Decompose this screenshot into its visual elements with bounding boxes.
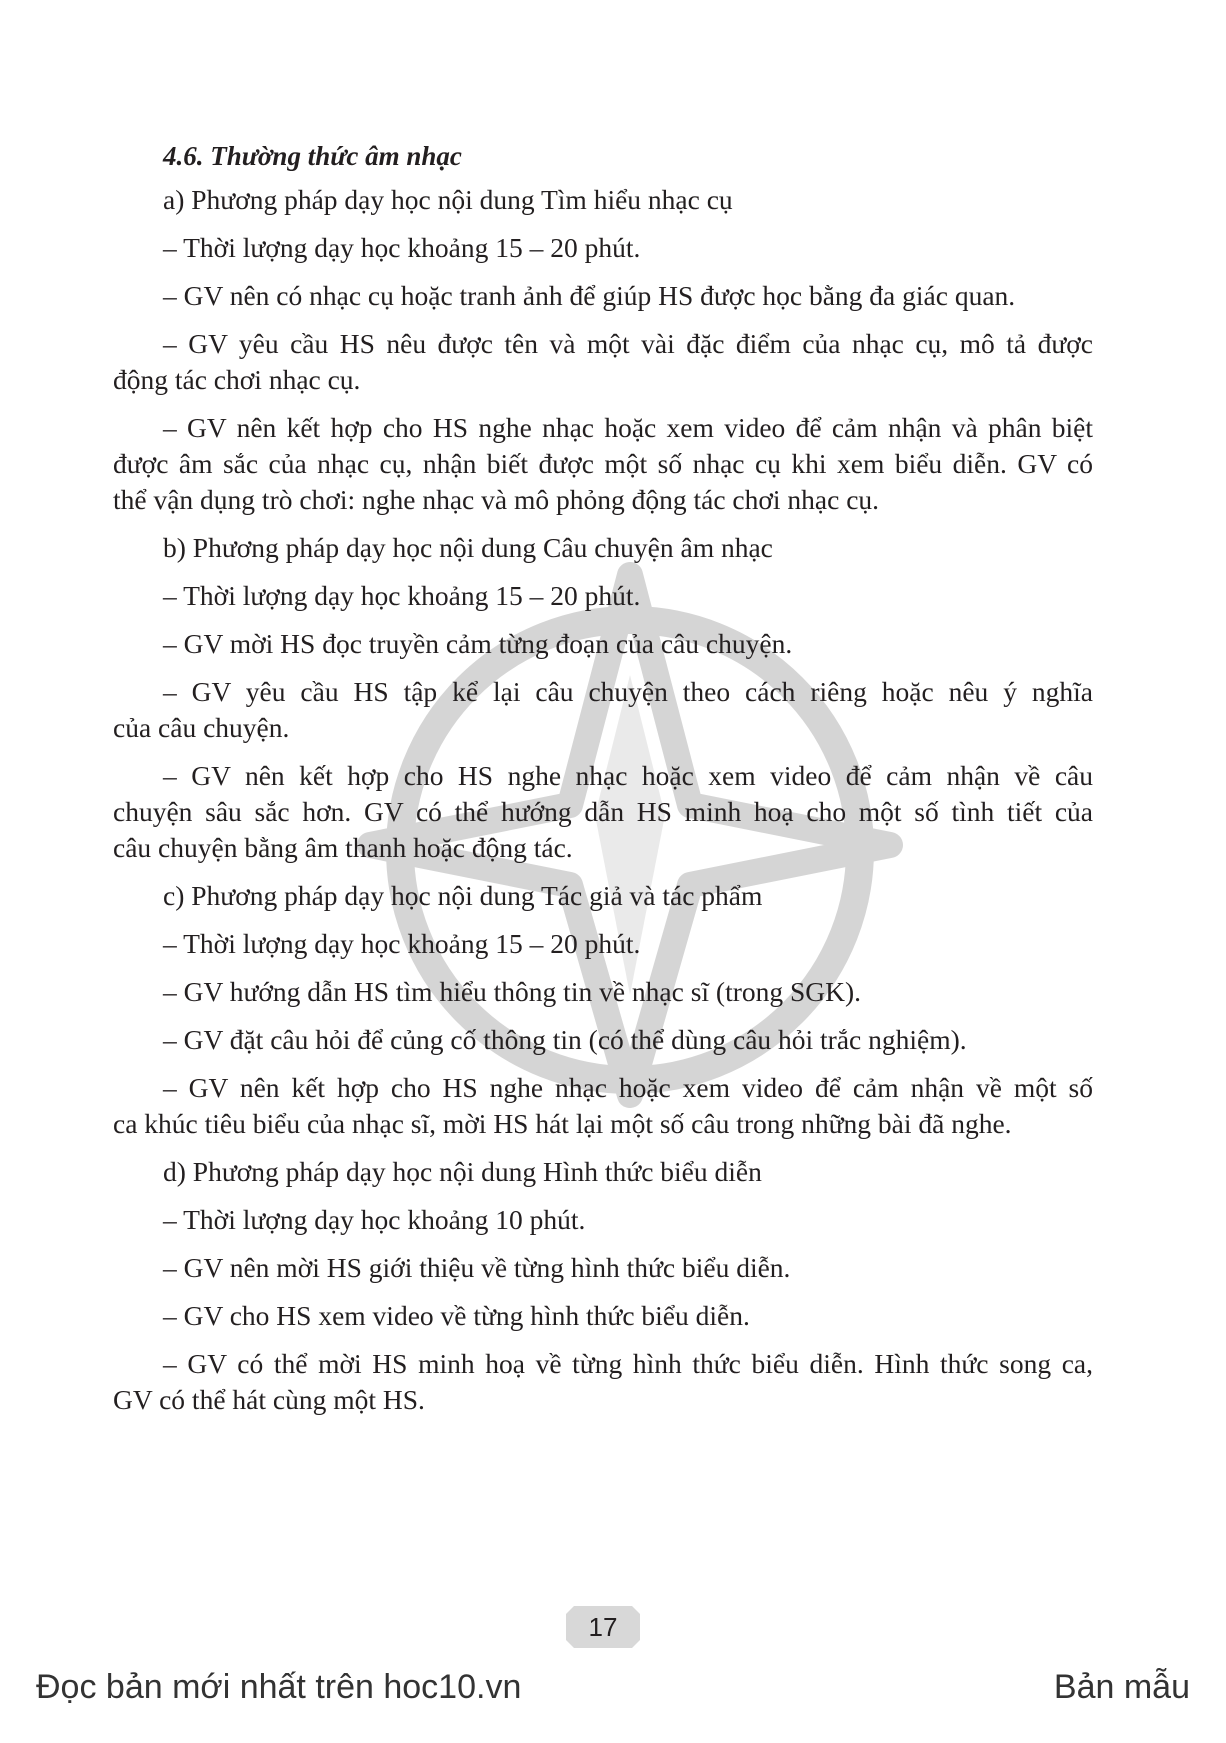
text-line: – Thời lượng dạy học khoảng 15 – 20 phút. [163,580,641,611]
text-line: – GV cho HS xem video về từng hình thức biểu diễn. [163,1300,750,1331]
text-line: – GV nên kết hợp cho HS nghe nhạc hoặc xem video để cảm nhận về một số [163,1072,1093,1103]
text-line: – Thời lượng dạy học khoảng 10 phút. [163,1204,586,1235]
text-line: – Thời lượng dạy học khoảng 15 – 20 phút. [163,928,641,959]
text-line: – GV yêu cầu HS nêu được tên và một vài đặc điểm của nhạc cụ, mô tả được [163,328,1093,359]
page-number: 17 [588,1612,618,1642]
text-line: thể vận dụng trò chơi: nghe nhạc và mô phỏng động tác chơi nhạc cụ. [113,484,880,515]
text-line: – GV nên mời HS giới thiệu về từng hình thức biểu diễn. [163,1252,791,1283]
text-line: câu chuyện bằng âm thanh hoặc động tác. [113,832,573,863]
footer-link-text: Đọc bản mới nhất trên hoc10.vn [36,1668,522,1706]
text-line: động tác chơi nhạc cụ. [113,364,361,395]
text-line: – GV nên kết hợp cho HS nghe nhạc hoặc xem video để cảm nhận và phân biệt [163,412,1093,443]
subsection-title: d) Phương pháp dạy học nội dung Hình thức biểu diễn [163,1156,762,1187]
text-line: – GV nên kết hợp cho HS nghe nhạc hoặc xem video để cảm nhận về câu [163,760,1093,791]
subsection-title: b) Phương pháp dạy học nội dung Câu chuyện âm nhạc [163,532,773,563]
text-line: – Thời lượng dạy học khoảng 15 – 20 phút. [163,232,641,263]
text-line: – GV có thể mời HS minh hoạ về từng hình thức biểu diễn. Hình thức song ca, [163,1348,1093,1379]
text-line: – GV đặt câu hỏi để củng cố thông tin (có thể dùng câu hỏi trắc nghiệm). [163,1024,967,1055]
text-line: ca khúc tiêu biểu của nhạc sĩ, mời HS hát lại một số câu trong những bài đã nghe. [113,1108,1012,1139]
text-line: – GV yêu cầu HS tập kể lại câu chuyện theo cách riêng hoặc nêu ý nghĩa [163,676,1093,707]
text-line: – GV mời HS đọc truyền cảm từng đoạn của câu chuyện. [163,628,793,659]
text-line: – GV hướng dẫn HS tìm hiểu thông tin về nhạc sĩ (trong SGK). [163,976,862,1007]
section-heading: 4.6. Thường thức âm nhạc [163,141,462,171]
subsection-title: a) Phương pháp dạy học nội dung Tìm hiểu nhạc cụ [163,184,733,215]
text-line: được âm sắc của nhạc cụ, nhận biết được một số nhạc cụ khi xem biểu diễn. GV có [113,448,1093,479]
text-line: GV có thể hát cùng một HS. [113,1384,425,1415]
text-line: – GV nên có nhạc cụ hoặc tranh ảnh để giúp HS được học bằng đa giác quan. [163,280,1016,311]
text-line: chuyện sâu sắc hơn. GV có thể hướng dẫn HS minh hoạ cho một số tình tiết của [113,796,1093,827]
footer-sample-label: Bản mẫu [1053,1668,1190,1706]
text-line: của câu chuyện. [113,712,290,743]
subsection-title: c) Phương pháp dạy học nội dung Tác giả và tác phẩm [163,880,763,911]
